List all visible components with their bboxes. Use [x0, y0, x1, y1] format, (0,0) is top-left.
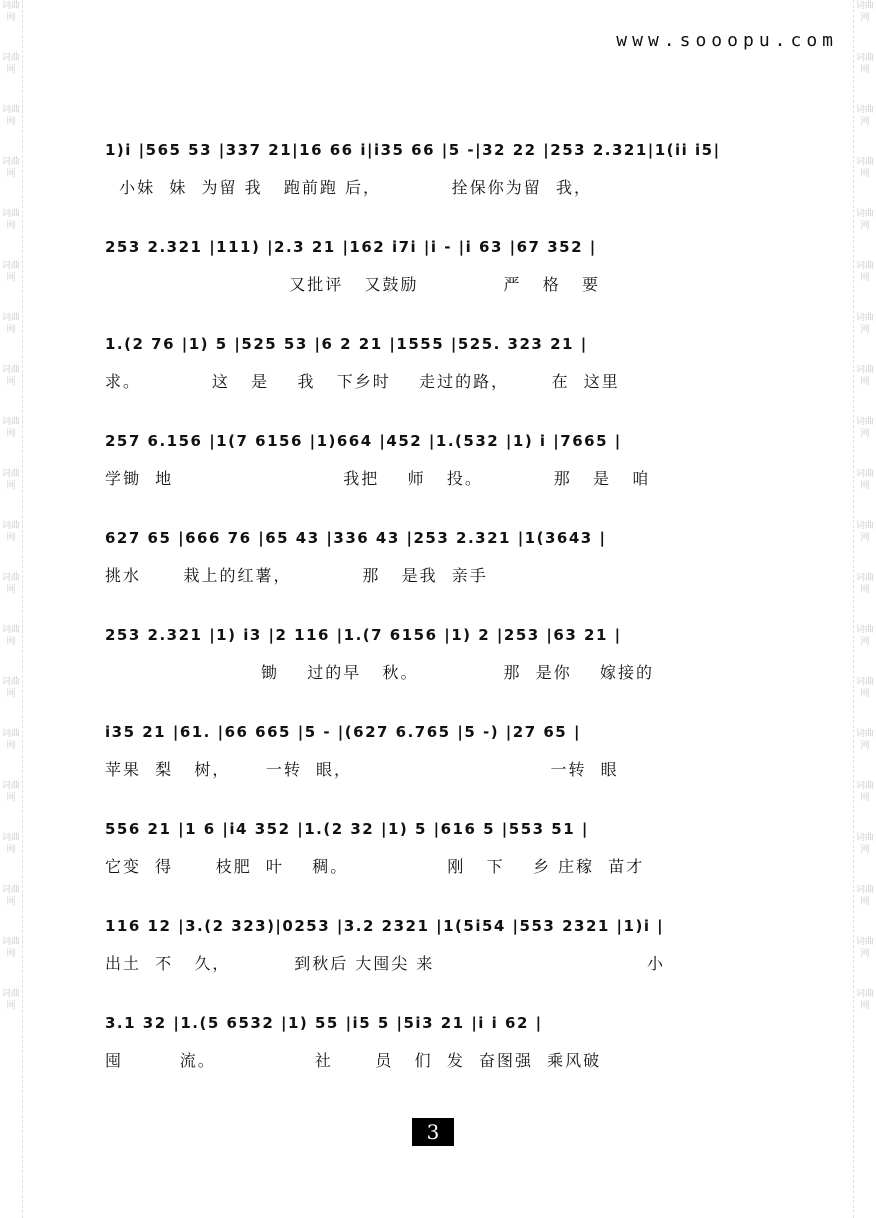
watermark-mark: 词曲网	[855, 53, 874, 75]
lyric-line: 求。 这 是 我 下乡时 走过的路， 在 这里	[105, 372, 620, 391]
watermark-mark: 词曲网	[855, 469, 874, 491]
lyric-line: 又批评 又鼓励 严 格 要	[105, 275, 601, 294]
watermark-mark: 词曲网	[855, 625, 874, 647]
jianpu-notation: 253 2.321 |111) |2.3 21 |162 i7i |i - |i 63 |67 352 |	[105, 238, 597, 256]
score-system	[105, 901, 785, 998]
music-score	[105, 125, 785, 1095]
watermark-mark: 词曲网	[855, 937, 874, 959]
jianpu-notation: 1.(2 76 |1) 5 |525 53 |6 2 21 |1555 |525. 323 21 |	[105, 335, 588, 353]
watermark-mark: 词曲网	[855, 989, 874, 1011]
watermark-mark: 词曲网	[1, 781, 20, 803]
lyric-line: 出土 不 久， 到秋后 大囤尖 来 小	[105, 954, 665, 973]
lyric-line: 囤 流。 社 员 们 发 奋图强 乘风破	[105, 1051, 602, 1070]
jianpu-notation: 556 21 |1 6 |i4 352 |1.(2 32 |1) 5 |616 5 |553 51 |	[105, 820, 589, 838]
score-system	[105, 222, 785, 319]
watermark-mark: 词曲网	[1, 625, 20, 647]
watermark-mark: 词曲网	[855, 885, 874, 907]
watermark-mark: 词曲网	[1, 989, 20, 1011]
watermark-mark: 词曲网	[855, 261, 874, 283]
score-system	[105, 513, 785, 610]
jianpu-notation: 253 2.321 |1) i3 |2 116 |1.(7 6156 |1) 2 |253 |63 21 |	[105, 626, 622, 644]
left-watermark-strip	[0, 0, 23, 1218]
watermark-mark: 词曲网	[855, 417, 874, 439]
watermark-mark: 词曲网	[1, 833, 20, 855]
page-number: 3	[412, 1118, 454, 1146]
lyric-line: 学锄 地 我把 师 投。 那 是 咱	[105, 469, 651, 488]
watermark-mark: 词曲网	[855, 105, 874, 127]
jianpu-notation: i35 21 |61. |66 665 |5 - |(627 6.765 |5 -) |27 65 |	[105, 723, 581, 741]
watermark-mark: 词曲网	[855, 833, 874, 855]
watermark-mark: 词曲网	[1, 209, 20, 231]
watermark-mark: 词曲网	[855, 781, 874, 803]
score-system	[105, 610, 785, 707]
lyric-line: 小妹 妹 为留 我 跑前跑 后， 拴保你为留 我，	[105, 178, 592, 197]
score-system	[105, 125, 785, 222]
watermark-mark: 词曲网	[1, 417, 20, 439]
score-system	[105, 416, 785, 513]
watermark-mark: 词曲网	[1, 937, 20, 959]
watermark-mark: 词曲网	[855, 729, 874, 751]
watermark-mark: 词曲网	[1, 313, 20, 335]
watermark-mark: 词曲网	[1, 885, 20, 907]
score-system	[105, 804, 785, 901]
watermark-mark: 词曲网	[855, 573, 874, 595]
watermark-mark: 词曲网	[855, 209, 874, 231]
watermark-mark: 词曲网	[1, 261, 20, 283]
watermark-mark: 词曲网	[1, 729, 20, 751]
watermark-mark: 词曲网	[1, 157, 20, 179]
jianpu-notation: 627 65 |666 76 |65 43 |336 43 |253 2.321 |1(3643 |	[105, 529, 607, 547]
lyric-line: 它变 得 枝肥 叶 稠。 刚 下 乡 庄稼 苗才	[105, 857, 645, 876]
watermark-mark: 词曲网	[855, 1, 874, 23]
watermark-mark: 词曲网	[1, 573, 20, 595]
watermark-mark: 词曲网	[1, 105, 20, 127]
watermark-mark: 词曲网	[855, 677, 874, 699]
watermark-mark: 词曲网	[1, 469, 20, 491]
watermark-mark: 词曲网	[855, 521, 874, 543]
watermark-mark: 词曲网	[1, 677, 20, 699]
jianpu-notation: 116 12 |3.(2 323)|0253 |3.2 2321 |1(5i54 |553 2321 |1)i |	[105, 917, 665, 935]
score-system	[105, 998, 785, 1095]
jianpu-notation: 257 6.156 |1(7 6156 |1)664 |452 |1.(532 |1) i |7665 |	[105, 432, 622, 450]
watermark-mark: 词曲网	[1, 521, 20, 543]
watermark-mark: 词曲网	[1, 365, 20, 387]
watermark-mark: 词曲网	[855, 313, 874, 335]
score-system	[105, 707, 785, 804]
jianpu-notation: 1)i |565 53 |337 21|16 66 i|i35 66 |5 -|32 22 |253 2.321|1(ii i5|	[105, 141, 721, 159]
score-system	[105, 319, 785, 416]
site-url: www.sooopu.com	[616, 30, 838, 51]
right-watermark-strip	[853, 0, 876, 1218]
lyric-line: 挑水 栽上的红薯， 那 是我 亲手	[105, 566, 488, 585]
jianpu-notation: 3.1 32 |1.(5 6532 |1) 55 |i5 5 |5i3 21 |i i 62 |	[105, 1014, 543, 1032]
watermark-mark: 词曲网	[855, 365, 874, 387]
lyric-line: 锄 过的早 秋。 那 是你 嫁接的	[105, 663, 655, 682]
watermark-mark: 词曲网	[1, 53, 20, 75]
watermark-mark: 词曲网	[1, 1, 20, 23]
watermark-mark: 词曲网	[855, 157, 874, 179]
lyric-line: 苹果 梨 树， 一转 眼， 一转 眼	[105, 760, 619, 779]
